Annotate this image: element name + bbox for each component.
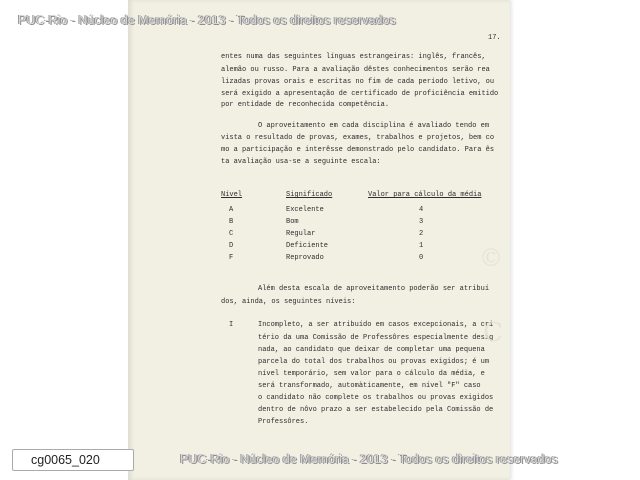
item-line: o candidato não complete os trabalhos ou provas exigidos (258, 394, 494, 402)
table-cell-value: 1 (419, 242, 424, 250)
item-line: nada, ao candidato que deixar de completar uma pequena (258, 346, 485, 354)
table-cell-level: C (229, 230, 234, 238)
item-line: nível temporário, sem valor para o cálculo da média, e (258, 370, 485, 378)
paragraph-line: será exigido a apresentação de certificado de proficiência emitido (221, 90, 499, 98)
faint-stamp-mark (477, 236, 509, 346)
page-number: 17. (488, 34, 501, 42)
item-line: dentro de nôvo prazo a ser estabelecido pela Comissão de (258, 406, 494, 414)
document-code-label: cg0065_020 (12, 449, 134, 471)
table-cell-value: 2 (419, 230, 424, 238)
paragraph-line: vista o resultado de provas, exames, trabalhos e projetos, bem co (221, 134, 495, 142)
watermark-top: PUC-Rio - Núcleo de Memória - 2013 - Todos os direitos reservados (18, 13, 396, 27)
table-cell-meaning: Excelente (286, 206, 324, 214)
table-header-nivel: Nível (221, 191, 243, 199)
paragraph-line: Além desta escala de aproveitamento poderão ser atribuí (258, 285, 490, 293)
item-line: será transformado, automàticamente, em nível "F" caso (258, 382, 481, 390)
paragraph-line: mo a participação e interêsse demonstrado pelo candidato. Para ês (221, 146, 495, 154)
paragraph-line: ta avaliação usa-se a seguinte escala: (221, 158, 381, 166)
table-cell-level: F (229, 254, 234, 262)
table-cell-value: 3 (419, 218, 424, 226)
table-cell-value: 4 (419, 206, 424, 214)
item-label: I (229, 321, 234, 329)
table-cell-level: A (229, 206, 234, 214)
table-cell-meaning: Deficiente (286, 242, 329, 250)
paragraph-line: O aproveitamento em cada disciplina é avaliado tendo em (258, 122, 490, 130)
paragraph-line: alemão ou russo. Para a avaliação dêstes conhecimentos serão rea (221, 66, 490, 74)
svg-text:©: © (479, 244, 503, 272)
table-header-valor: Valor para cálculo da média (368, 191, 482, 199)
paragraph-line: lizadas provas orais e escritas no fim de cada período letivo, ou (221, 78, 495, 86)
paragraph-line: por entidade de reconhecida competência. (221, 101, 390, 109)
table-cell-meaning: Bom (286, 218, 299, 226)
table-cell-level: B (229, 218, 234, 226)
table-cell-meaning: Reprovado (286, 254, 324, 262)
item-line: Professôres. (258, 418, 309, 426)
table-cell-meaning: Regular (286, 230, 316, 238)
item-line: Incompleto, a ser atribuído em casos excepcionais, a cri (258, 321, 494, 329)
item-line: parcela do total dos trabalhos ou provas exigidos; é um (258, 358, 490, 366)
table-cell-value: 0 (419, 254, 424, 262)
table-cell-level: D (229, 242, 234, 250)
item-line: tério da uma Comissão de Professôres especialmente desig (258, 334, 494, 342)
watermark-bottom: PUC-Rio - Núcleo de Memória - 2013 - Todos os direitos reservados (180, 452, 558, 466)
paragraph-line: dos, ainda, os seguintes níveis: (221, 298, 356, 306)
svg-text:C: C (483, 318, 503, 346)
paragraph-line: entes numa das seguintes línguas estrangeiras: inglês, francês, (221, 53, 486, 61)
table-header-significado: Significado (286, 191, 333, 199)
